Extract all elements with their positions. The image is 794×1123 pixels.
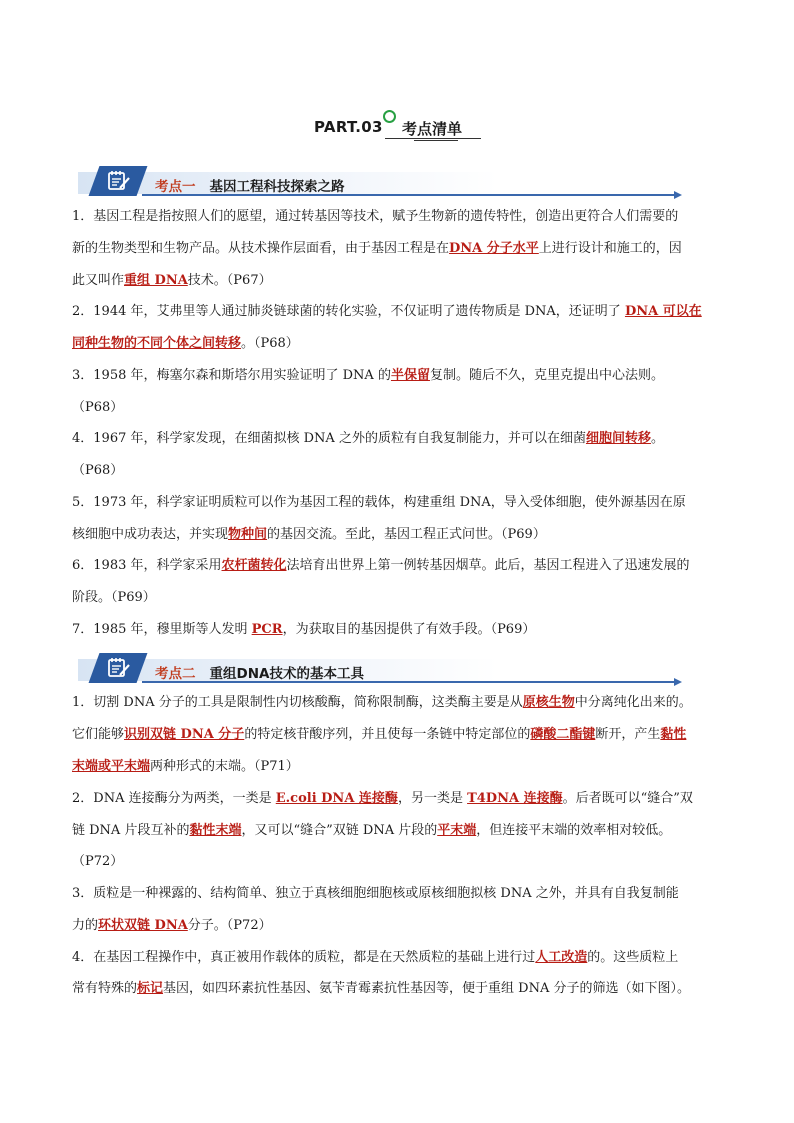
text-span: 基因，如四环素抗性基因、氨苄青霉素抗性基因等，便于重组 DNA 分子的筛选（如下图）。 [163, 981, 690, 996]
text-span: 。后者既可以“缝合”双 [562, 791, 693, 806]
text-span: 6．1983 年，科学家采用 [72, 558, 222, 573]
key-term: 识别双链 DNA 分子 [124, 727, 245, 742]
key-term: 黏性 [660, 727, 687, 742]
text-line [72, 430, 664, 448]
key-term: 黏性末端 [189, 823, 242, 838]
key-term: 物种间 [228, 527, 268, 542]
part-badge: PART.03 [314, 118, 383, 136]
text-line [72, 885, 679, 903]
title-underline-short [414, 140, 458, 141]
text-line [72, 526, 546, 544]
text-span: 5．1973 年，科学家证明质粒可以作为基因工程的载体，构建重组 DNA，导入受体细胞，使外源基因在原 [72, 495, 686, 510]
text-line [72, 557, 690, 575]
text-span: 它们能够 [72, 727, 125, 742]
text-span: （P68） [72, 463, 124, 478]
text-line [72, 208, 678, 226]
key-term: 细胞间转移 [585, 431, 651, 446]
section-header-2 [78, 653, 682, 683]
text-line [72, 462, 123, 480]
text-line [72, 758, 299, 776]
key-term: 农杆菌转化 [221, 558, 287, 573]
text-span: 复制。随后不久，克里克提出中心法则。 [429, 368, 664, 383]
text-span: ，另一类是 [397, 791, 468, 806]
text-span: 4．1967 年，科学家发现，在细菌拟核 DNA 之外的质粒有自我复制能力，并可以在细菌 [72, 431, 586, 446]
text-span: ，但连接平末端的效率相对较低。 [476, 823, 672, 838]
text-line [72, 694, 692, 712]
text-line [72, 621, 535, 639]
text-span: 力的 [72, 918, 99, 933]
text-span: 法培育出世界上第一例转基因烟草。此后，基因工程进入了迅速发展的 [286, 558, 690, 573]
section-code: 考点一 [155, 179, 196, 195]
key-term: PCR [251, 622, 283, 637]
text-span: 两种形式的末端。（P71） [150, 759, 299, 774]
section-header-1 [78, 166, 682, 196]
text-span: 上进行设计和施工的，因 [538, 241, 682, 256]
text-line [72, 240, 682, 258]
text-line [72, 303, 702, 321]
notepad-icon [100, 168, 136, 194]
key-term: 末端或平末端 [72, 759, 151, 774]
text-span: 3．质粒是一种裸露的、结构简单、独立于真核细胞细胞核或原核细胞拟核 DNA 之外，并具有自我复制能 [72, 886, 679, 901]
text-line [72, 853, 123, 871]
text-line [72, 822, 671, 840]
text-span: 链 DNA 片段互补的 [72, 823, 190, 838]
key-term: DNA 可以在 [624, 304, 702, 319]
text-line [72, 399, 123, 417]
text-line [72, 790, 693, 808]
text-line [72, 949, 678, 967]
text-span: ，又可以“缝合”双链 DNA 片段的 [241, 823, 438, 838]
text-span: ，为获取目的基因提供了有效手段。（P69） [282, 622, 536, 637]
key-term: 重组 DNA [124, 273, 188, 288]
text-span: 1．切割 DNA 分子的工具是限制性内切核酸酶，简称限制酶，这类酶主要是从 [72, 695, 523, 710]
text-line [72, 589, 156, 607]
key-term: 人工改造 [535, 950, 588, 965]
key-term: 标记 [137, 981, 164, 996]
title-underline [385, 138, 481, 139]
notepad-icon [100, 655, 136, 681]
key-term: 原核生物 [522, 695, 575, 710]
text-span: 的基因交流。至此，基因工程正式问世。（P69） [267, 527, 546, 542]
text-span: 分子。（P72） [187, 918, 272, 933]
text-span: 7．1985 年，穆里斯等人发明 [72, 622, 252, 637]
key-term: 平末端 [437, 823, 477, 838]
part-title [0, 114, 794, 142]
text-span: 2．DNA 连接酶分为两类，一类是 [72, 791, 276, 806]
text-line [72, 272, 272, 290]
text-line [72, 367, 664, 385]
text-line [72, 726, 686, 744]
section-name: 基因工程科技探索之路 [209, 179, 345, 195]
text-span: 。（P68） [241, 336, 299, 351]
text-span: 中分离纯化出来的。 [574, 695, 692, 710]
key-term: T4DNA 连接酶 [467, 791, 563, 806]
text-span: （P68） [72, 400, 124, 415]
text-span: 核细胞中成功表达，并实现 [72, 527, 229, 542]
text-span: 断开，产生 [595, 727, 661, 742]
text-line [72, 335, 299, 353]
text-span: 1．基因工程是指按照人们的愿望，通过转基因等技术，赋予生物新的遗传特性，创造出更符合人们需要的 [72, 209, 679, 224]
text-span: 的特定核苷酸序列，并且使每一条链中特定部位的 [244, 727, 531, 742]
key-term: 半保留 [390, 368, 430, 383]
key-term: E.coli DNA 连接酶 [275, 791, 398, 806]
text-span: 新的生物类型和生物产品。从技术操作层面看，由于基因工程是在 [72, 241, 450, 256]
text-span: 常有特殊的 [72, 981, 138, 996]
circle-icon [383, 110, 396, 123]
text-span: 的。这些质粒上 [587, 950, 679, 965]
page-title: 考点清单 [402, 120, 463, 138]
text-span: 2．1944 年，艾弗里等人通过肺炎链球菌的转化实验，不仅证明了遗传物质是 DNA，还证明了 [72, 304, 625, 319]
text-span: 此又叫作 [72, 273, 125, 288]
text-span: 4．在基因工程操作中，真正被用作载体的质粒，都是在天然质粒的基础上进行过 [72, 950, 536, 965]
text-span: 技术。（P67） [187, 273, 272, 288]
key-term: DNA 分子水平 [449, 241, 539, 256]
text-span: （P72） [72, 854, 124, 869]
key-term: 环状双链 DNA [98, 918, 188, 933]
section-name: 重组DNA技术的基本工具 [209, 666, 364, 682]
text-line [72, 917, 272, 935]
text-span: 3．1958 年，梅塞尔森和斯塔尔用实验证明了 DNA 的 [72, 368, 391, 383]
text-line [72, 494, 686, 512]
text-span: 阶段。（P69） [72, 590, 156, 605]
text-line [72, 980, 690, 998]
key-term: 同种生物的不同个体之间转移 [72, 336, 242, 351]
key-term: 磷酸二酯键 [530, 727, 596, 742]
section-code: 考点二 [155, 666, 196, 682]
text-span: 。 [650, 431, 664, 446]
